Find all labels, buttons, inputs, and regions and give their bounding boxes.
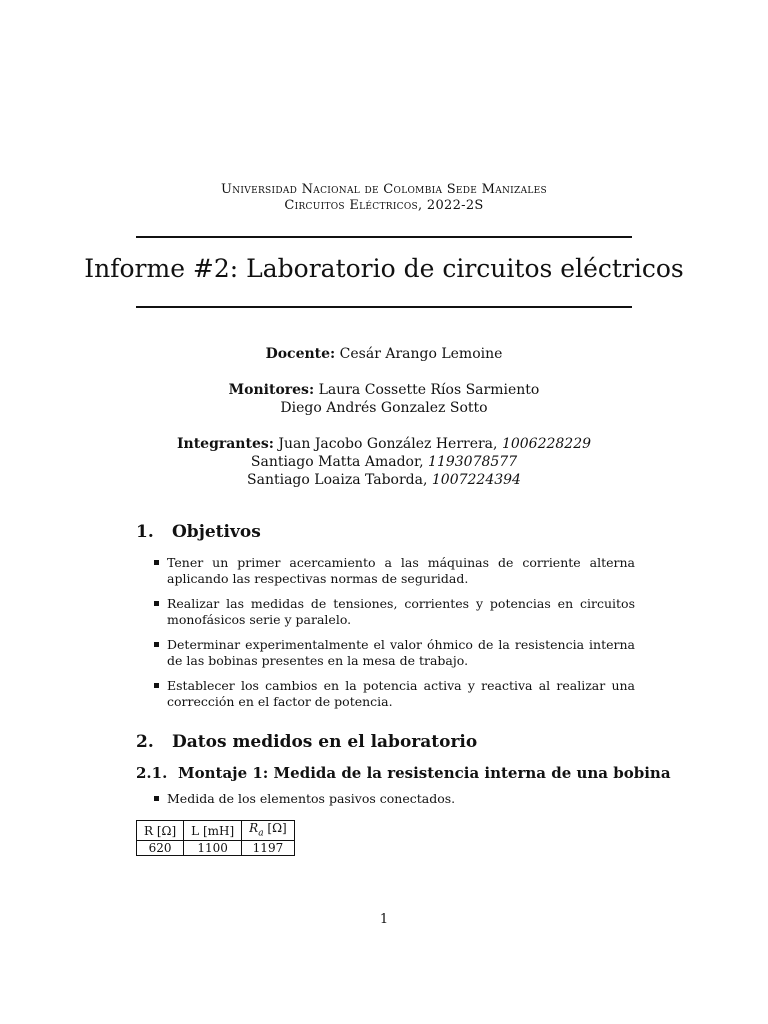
section-title: Objetivos — [172, 522, 261, 542]
section-heading-datos — [136, 732, 477, 752]
subsection-title: Montaje 1: Medida de la resistencia interna de una bobina — [178, 764, 671, 782]
list-item-text: Medida de los elementos pasivos conectados. — [167, 791, 456, 806]
resistance-subscript: a — [258, 828, 264, 839]
integrante-id: 1193078577 — [428, 454, 518, 470]
integrante-id: 1007224394 — [431, 472, 521, 488]
table-row — [137, 841, 295, 856]
list-item-text: Determinar experimentalmente el valor óhmico de la resistencia interna de las bobinas presentes en la mesa de trabajo. — [167, 637, 635, 668]
title-bottom-rule — [136, 306, 632, 308]
title-top-rule — [136, 236, 632, 238]
section-number: 1. — [136, 522, 154, 542]
list-item — [154, 791, 634, 807]
integrantes-line-1 — [0, 436, 768, 452]
document-title: Informe #2: Laboratorio de circuitos eléctricos — [84, 254, 684, 283]
integrante-id: 1006228229 — [501, 436, 592, 452]
bullet-icon — [154, 683, 159, 688]
section-heading-objetivos — [136, 522, 261, 542]
table-header-cell: R [Ω] — [137, 821, 184, 841]
resistance-unit: [Ω] — [263, 821, 287, 835]
integrantes-line-3 — [0, 472, 768, 488]
section-number: 2. — [136, 732, 154, 752]
measurements-table — [136, 820, 295, 856]
integrantes-line-2 — [0, 454, 768, 470]
table-cell: 1197 — [242, 841, 295, 856]
table-header-cell: L [mH] — [184, 821, 242, 841]
docente-name: Cesár Arango Lemoine — [339, 346, 503, 362]
bullet-icon — [154, 560, 159, 565]
table-header-row — [137, 821, 295, 841]
list-item-text: Tener un primer acercamiento a las máquinas de corriente alterna aplicando las respectivas normas de seguridad. — [167, 555, 635, 586]
list-item-text: Establecer los cambios en la potencia activa y reactiva al realizar una corrección en el factor de potencia. — [167, 678, 635, 709]
monitores-label: Monitores: — [228, 382, 315, 398]
docente-label: Docente: — [265, 346, 336, 362]
monitores-line-1 — [0, 382, 768, 398]
table-cell: 1100 — [184, 841, 242, 856]
list-item — [154, 678, 634, 710]
bullet-icon — [154, 601, 159, 606]
subsection-heading-montaje-1 — [136, 764, 671, 782]
integrante-name: Juan Jacobo González Herrera, — [278, 436, 502, 452]
monitor-name: Diego Andrés Gonzalez Sotto — [280, 400, 488, 416]
course-line: Circuitos Eléctricos, 2022-2S — [284, 198, 484, 213]
table-cell: 620 — [137, 841, 184, 856]
integrante-name: Santiago Loaiza Taborda, — [247, 472, 432, 488]
list-item — [154, 637, 634, 669]
section-title: Datos medidos en el laboratorio — [172, 732, 478, 752]
integrantes-label: Integrantes: — [176, 436, 274, 452]
subsection-number: 2.1. — [136, 764, 168, 782]
bullet-icon — [154, 642, 159, 647]
integrante-name: Santiago Matta Amador, — [250, 454, 429, 470]
bullet-icon — [154, 796, 159, 801]
list-item-text: Realizar las medidas de tensiones, corrientes y potencias en circuitos monofásicos serie y paralelo. — [167, 596, 635, 627]
table-header-cell — [242, 821, 295, 841]
monitores-line-2 — [0, 400, 768, 416]
docente-line — [0, 346, 768, 362]
resistance-symbol: R — [249, 821, 259, 835]
institution-line: Universidad Nacional de Colombia Sede Manizales — [220, 182, 547, 197]
list-item — [154, 596, 634, 628]
monitor-name: Laura Cossette Ríos Sarmiento — [318, 382, 540, 398]
list-item — [154, 555, 634, 587]
page-number: 1 — [379, 912, 389, 927]
